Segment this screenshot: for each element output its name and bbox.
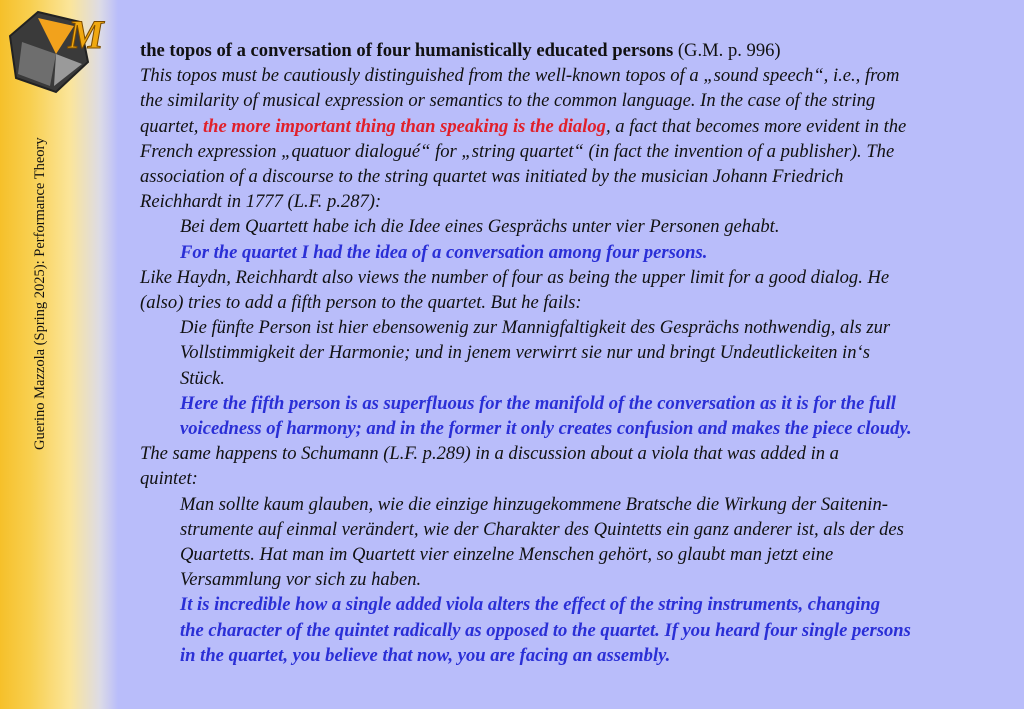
paragraph-line: quintet: <box>140 468 198 490</box>
paragraph-line: the similarity of musical expression or semantics to the common language. In the case of the string <box>140 90 876 112</box>
english-translation-line: the character of the quintet radically as opposed to the quartet. If you heard four single persons <box>180 619 911 641</box>
paragraph-line: This topos must be cautiously distinguished from the well-known topos of a „sound speech“, i.e., from <box>140 65 900 87</box>
german-quote-line: Vollstimmigkeit der Harmonie; und in jenem verwirrt sie nur und bringt Undeutlickeiten in‘s <box>180 342 870 364</box>
heading-bold: the topos of a conversation of four humanistically educated persons <box>140 40 674 61</box>
german-quote-line: Die fünfte Person ist hier ebensowenig zur Mannigfaltigkeit des Gesprächs nothwendig, als zur <box>180 317 891 339</box>
logo-letter: M <box>68 12 104 57</box>
slide-content <box>140 38 1010 668</box>
german-quote-line: Quartetts. Hat man im Quartett vier einzelne Menschen gehört, so glaubt man jetzt eine <box>180 544 834 566</box>
paragraph-line: (also) tries to add a fifth person to the quartet. But he fails: <box>140 292 582 314</box>
red-emphasis: the more important thing than speaking is the dialog <box>203 115 606 137</box>
paragraph-line: Reichhardt in 1777 (L.F. p.287): <box>140 191 382 213</box>
german-quote-line: Man sollte kaum glauben, wie die einzige hinzugekommene Bratsche die Wirkung der Saitenin- <box>180 493 888 515</box>
slide-heading <box>140 38 1010 63</box>
german-quote-line: Versammlung vor sich zu haben. <box>180 569 422 591</box>
english-translation-line: in the quartet, you believe that now, you are facing an assembly. <box>180 644 671 666</box>
paragraph-line: Like Haydn, Reichhardt also views the number of four as being the upper limit for a good dialog. He <box>140 266 890 288</box>
paragraph-line <box>140 114 1010 139</box>
german-quote-line: strumente auf einmal verändert, wie der Charakter des Quintetts ein ganz anderer ist, als der des <box>180 518 904 540</box>
english-translation-line: Here the fifth person is as superfluous for the manifold of the conversation as it is for the full <box>180 392 896 414</box>
mazzola-logo-icon <box>8 8 120 98</box>
english-translation-line: It is incredible how a single added viola alters the effect of the string instruments, changing <box>180 594 881 616</box>
english-translation-line: voicedness of harmony; and in the former it only creates confusion and makes the piece cloudy. <box>180 418 912 440</box>
paragraph-line: association of a discourse to the string quartet was initiated by the musician Johann Friedrich <box>140 166 844 188</box>
heading-reference: (G.M. p. 996) <box>673 40 781 61</box>
sidebar-vertical-title: Guerino Mazzola (Spring 2025): Performance Theory <box>32 137 48 450</box>
sidebar <box>0 0 118 709</box>
english-translation-line: For the quartet I had the idea of a conversation among four persons. <box>180 241 708 263</box>
text-fragment: quartet, <box>140 115 204 137</box>
german-quote-line: Stück. <box>180 367 225 389</box>
paragraph-line: The same happens to Schumann (L.F. p.289) in a discussion about a viola that was added in a <box>140 443 839 465</box>
german-quote-line: Bei dem Quartett habe ich die Idee eines Gesprächs unter vier Personen gehabt. <box>180 216 780 238</box>
paragraph-line: French expression „quatuor dialogué“ for „string quartet“ (in fact the invention of a publisher). The <box>140 140 895 162</box>
text-fragment: , a fact that becomes more evident in the <box>605 115 907 137</box>
